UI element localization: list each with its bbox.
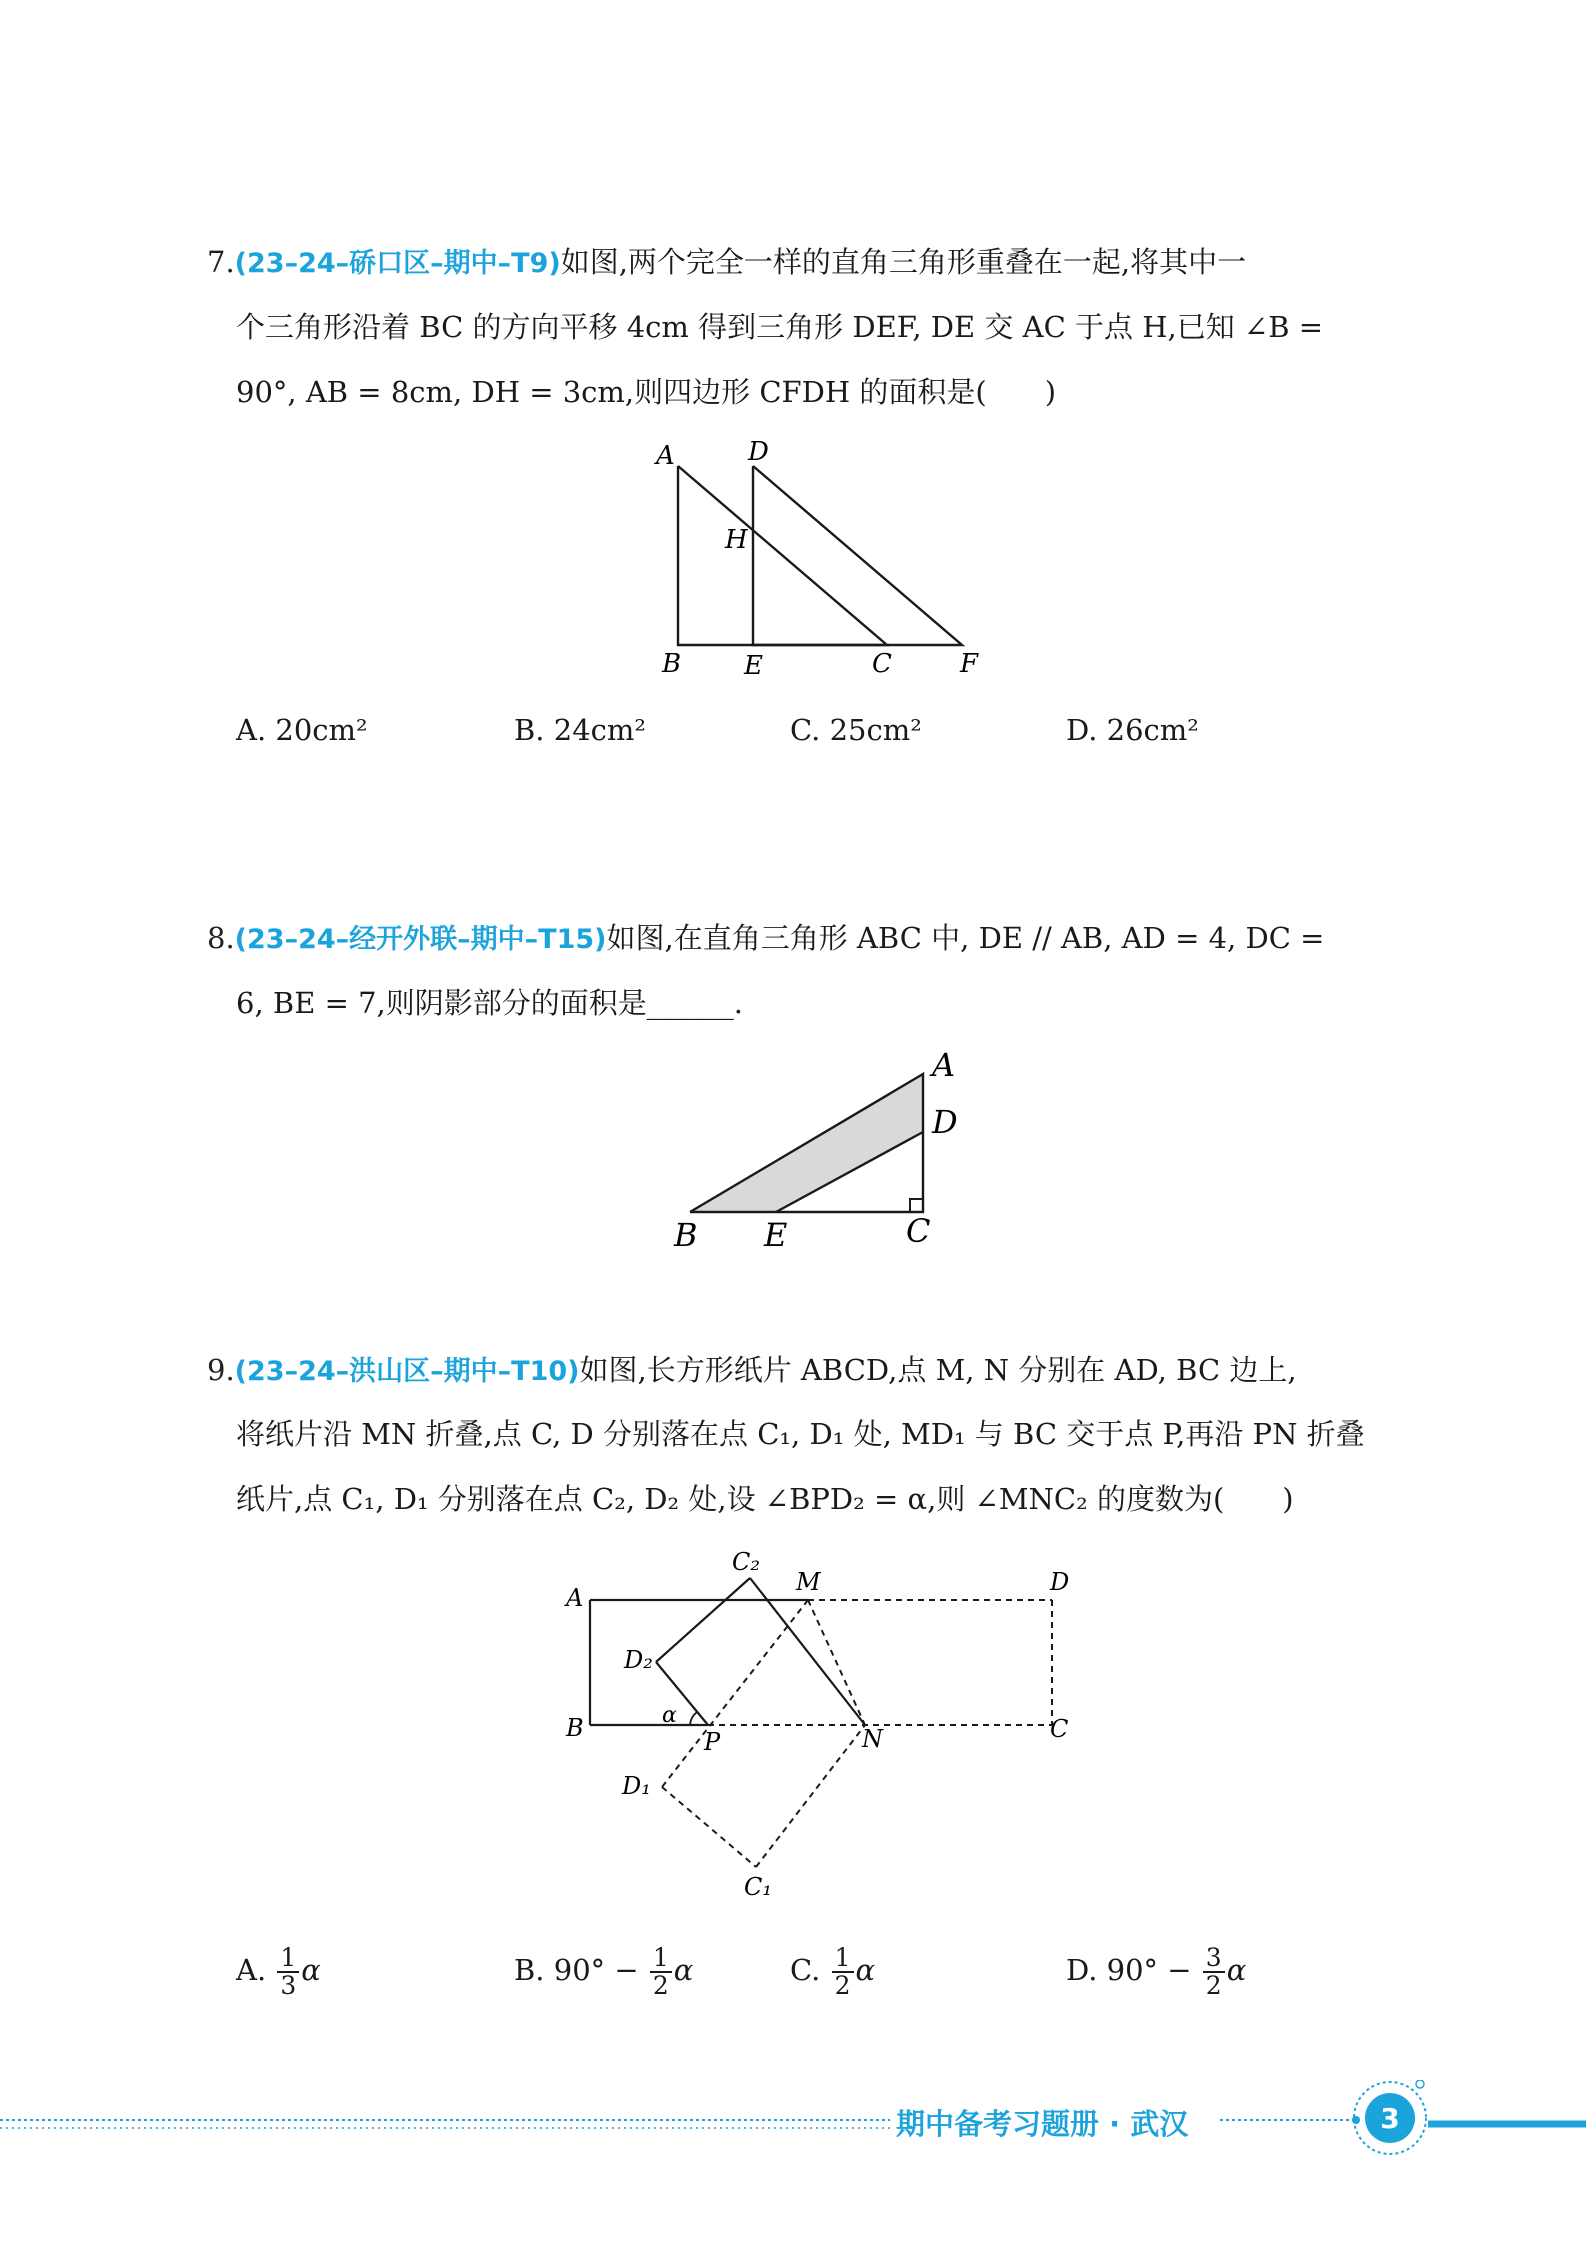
numerator: 1 xyxy=(650,1945,672,1973)
segment-m-d1 xyxy=(662,1600,808,1787)
label-alpha: α xyxy=(662,1703,677,1728)
label-a: A xyxy=(932,1046,956,1084)
q8-line-2: 6, BE = 7,则阴影部分的面积是______. xyxy=(236,986,743,1020)
q9-option-d xyxy=(1066,1945,1246,1999)
segment-d2-c2 xyxy=(656,1578,750,1662)
q7-line-3: 90°, AB = 8cm, DH = 3cm,则四边形 CFDH 的面积是( ) xyxy=(236,375,1057,409)
q9-option-a xyxy=(236,1945,321,1999)
label-a: A xyxy=(566,1584,584,1612)
q9-option-d-prefix: D. xyxy=(1066,1953,1098,1987)
q9-option-d-post: α xyxy=(1226,1953,1247,1987)
q7-number: 7. xyxy=(207,245,235,279)
denominator: 2 xyxy=(652,1971,669,2000)
label-c1: C₁ xyxy=(744,1873,772,1901)
triangle-abc xyxy=(678,466,887,645)
q7-option-b: B. 24cm² xyxy=(514,713,647,747)
label-p: P xyxy=(704,1728,721,1756)
label-b: B xyxy=(674,1216,698,1254)
denominator: 2 xyxy=(834,1971,851,2000)
q7-line-2: 个三角形沿着 BC 的方向平移 4cm 得到三角形 DEF, DE 交 AC 于点 H,已知 ∠B = xyxy=(236,310,1324,344)
q9-option-a-prefix: A. xyxy=(236,1953,267,1987)
q7-option-d: D. 26cm² xyxy=(1066,713,1199,747)
footer-title: 期中备考习题册 · 武汉 xyxy=(896,2107,1189,2141)
denominator: 3 xyxy=(280,1971,297,2000)
label-f: F xyxy=(960,649,979,679)
label-h: H xyxy=(725,525,748,555)
q7-source: (23–24–硚口区–期中–T9) xyxy=(234,248,561,279)
q8-source: (23–24–经开外联–期中–T15) xyxy=(234,924,607,955)
q7-option-c: C. 25cm² xyxy=(790,713,922,747)
label-d2: D₂ xyxy=(624,1646,653,1674)
label-d1: D₁ xyxy=(622,1772,651,1800)
label-e: E xyxy=(744,651,763,680)
label-e: E xyxy=(764,1216,788,1254)
q7-option-a: A. 20cm² xyxy=(236,713,368,747)
label-m: M xyxy=(796,1568,821,1596)
q7-figure xyxy=(640,430,1000,680)
label-c2: C₂ xyxy=(732,1548,760,1576)
q9-line-2: 将纸片沿 MN 折叠,点 C, D 分别落在点 C₁, D₁ 处, MD₁ 与 BC 交于点 P,再沿 PN 折叠 xyxy=(236,1417,1365,1451)
q9-option-b xyxy=(514,1945,693,1999)
numerator: 3 xyxy=(1203,1945,1225,1973)
triangle-def xyxy=(753,466,962,645)
q9-source: (23–24–洪山区–期中–T10) xyxy=(234,1356,580,1387)
q7-line-1 xyxy=(207,242,1246,284)
right-angle-mark xyxy=(910,1199,923,1212)
q9-figure xyxy=(540,1540,1100,1910)
label-c: C xyxy=(1050,1715,1069,1743)
q9-option-b-prefix: B. xyxy=(514,1953,545,1987)
q8-figure xyxy=(660,1040,1000,1260)
label-b: B xyxy=(662,649,682,679)
q9-option-c-prefix: C. xyxy=(790,1953,821,1987)
q9-option-a-fraction xyxy=(277,1945,299,1999)
q9-option-b-fraction xyxy=(650,1945,672,1999)
q9-option-d-fraction xyxy=(1203,1945,1225,1999)
q8-number: 8. xyxy=(207,921,235,955)
q8-text-1: 如图,在直角三角形 ABC 中, DE // AB, AD = 4, DC = xyxy=(606,921,1325,955)
label-d: D xyxy=(748,437,769,467)
q8-line-1 xyxy=(207,918,1324,960)
q9-option-a-post: α xyxy=(301,1953,321,1987)
q9-number: 9. xyxy=(207,1353,235,1387)
numerator: 1 xyxy=(832,1945,854,1973)
q9-text-1: 如图,长方形纸片 ABCD,点 M, N 分别在 AD, BC 边上, xyxy=(579,1353,1297,1387)
label-n: N xyxy=(862,1725,883,1753)
page-number: 3 xyxy=(1380,2102,1400,2135)
segment-c1-n xyxy=(756,1725,865,1867)
label-d: D xyxy=(1050,1568,1070,1596)
q7-text-1: 如图,两个完全一样的直角三角形重叠在一起,将其中一 xyxy=(560,245,1247,279)
label-d: D xyxy=(932,1103,958,1141)
label-c: C xyxy=(872,649,892,679)
q9-option-d-pre: 90° − xyxy=(1106,1953,1192,1987)
label-b: B xyxy=(566,1714,584,1742)
angle-alpha-arc xyxy=(690,1712,697,1725)
q9-option-b-pre: 90° − xyxy=(553,1953,639,1987)
denominator: 2 xyxy=(1205,1971,1222,2000)
q9-option-c-post: α xyxy=(855,1953,876,1987)
numerator: 1 xyxy=(277,1945,299,1973)
q9-line-3: 纸片,点 C₁, D₁ 分别落在点 C₂, D₂ 处,设 ∠BPD₂ = α,则 ∠MNC₂ 的度数为( ) xyxy=(236,1482,1294,1516)
q9-option-b-post: α xyxy=(673,1953,694,1987)
q9-line-1 xyxy=(207,1350,1297,1392)
label-c: C xyxy=(906,1212,931,1250)
label-a: A xyxy=(656,441,675,471)
q9-option-c xyxy=(790,1945,875,1999)
segment-d1-c1 xyxy=(662,1787,756,1867)
footer-decoration xyxy=(0,2080,1586,2240)
q9-option-c-fraction xyxy=(832,1945,854,1999)
